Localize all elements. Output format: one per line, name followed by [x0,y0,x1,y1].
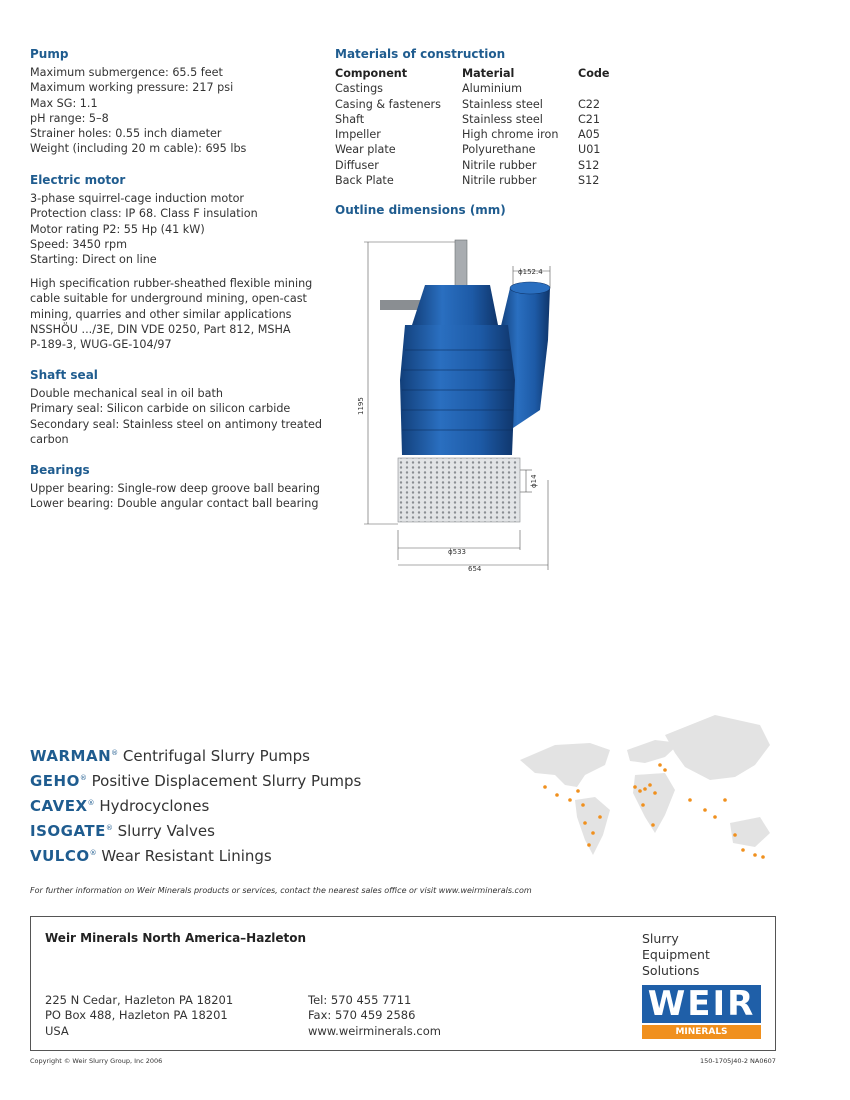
table-cell: U01 [578,143,601,157]
brand-description: Wear Resistant Linings [101,847,272,865]
table-cell: C21 [578,112,601,126]
seal-spec-line: Secondary seal: Stainless steel on antimony treated [30,417,322,431]
pump-heading: Pump [30,47,69,61]
bearings-heading: Bearings [30,463,90,477]
cable-gland [380,300,420,310]
brand-description: Centrifugal Slurry Pumps [122,747,310,765]
table-cell: Shaft [335,112,365,126]
motor-spec-line: 3-phase squirrel-cage induction motor [30,192,245,205]
table-cell: C22 [578,97,601,111]
bearings-specs [30,481,320,512]
table-row [335,127,618,142]
motor-specs [30,191,258,267]
copyright: Copyright © Weir Slurry Group, Inc 2006 [30,1057,163,1065]
fax-line: Fax: 570 459 2586 [308,1008,416,1023]
pump-spec-line: Weight (including 20 m cable): 695 lbs [30,142,247,156]
table-cell: Impeller [335,128,381,142]
table-header-row [335,66,618,81]
pump-spec-line: Maximum working pressure: 217 psi [30,81,234,95]
pump-spec-line: Max SG: 1.1 [30,96,98,110]
cable-line: cable suitable for underground mining, open-cast [30,292,307,306]
registered-mark: ® [105,824,113,832]
brand-description: Hydrocyclones [99,797,210,815]
logo-subtitle: MINERALS [642,1025,761,1039]
bearing-spec-line: Lower bearing: Double angular contact ball bearing [30,497,319,511]
address-line: 225 N Cedar, Hazleton PA 18201 [45,993,234,1007]
body-dimension: ϕ533 [448,548,466,556]
brand-isogate [30,822,215,840]
table-row [335,97,618,112]
document-code: 150-1705J40-2 NA0607 [700,1057,776,1065]
table-row [335,142,618,157]
materials-heading: Materials of construction [335,47,506,61]
table-row [335,112,618,127]
slogan-line: Slurry [642,931,679,946]
registered-mark: ® [111,749,119,757]
phone-line: Tel: 570 455 7711 [308,993,412,1007]
outline-heading: Outline dimensions (mm) [335,203,506,217]
website-link[interactable]: www.weirminerals.com [308,1023,441,1038]
slogan-line: Equipment [642,947,710,962]
world-map [515,705,780,875]
brand-warman [30,747,310,765]
table-cell: Castings [335,82,384,96]
table-cell: Diffuser [335,158,379,172]
table-row [335,81,618,96]
table-cell: High chrome iron [462,128,559,142]
phone-block [308,993,441,1039]
brand-name: WARMAN [30,747,112,765]
address-block [45,993,233,1039]
slogan-line: Solutions [642,963,700,978]
slogan [642,931,710,979]
motor-spec-line: Speed: 3450 rpm [30,237,128,251]
pump-outline-drawing [350,230,570,575]
registered-mark: ® [89,849,97,857]
registered-mark: ® [87,799,95,807]
column-header: Component [335,67,408,80]
brand-description: Positive Displacement Slurry Pumps [91,772,362,790]
cable-line: High specification rubber-sheathed flexible mining [30,277,313,290]
seal-spec-line: Double mechanical seal in oil bath [30,387,223,400]
motor-spec-line: Starting: Direct on line [30,253,157,267]
table-cell: A05 [578,128,600,142]
brand-geho [30,772,361,790]
strainer-dimension: ϕ14 [530,474,538,488]
logo-wordmark: WEIR [642,985,761,1023]
table-cell: Back Plate [335,174,394,188]
table-cell: S12 [578,174,600,188]
table-cell: Casing & fasteners [335,97,441,111]
table-cell [578,81,618,96]
column-header: Code [578,67,610,80]
pump-spec-line: Maximum submergence: 65.5 feet [30,66,223,79]
bearing-spec-line: Upper bearing: Single-row deep groove ball bearing [30,482,321,495]
table-cell: Nitrile rubber [462,158,537,172]
address-line: USA [45,1023,69,1038]
motor-spec-line: Motor rating P2: 55 Hp (41 kW) [30,222,205,236]
pump-spec-line: Strainer holes: 0.55 inch diameter [30,127,222,141]
materials-table [335,66,618,188]
cable-line: P-189-3, WUG-GE-104/97 [30,338,172,352]
registered-mark: ® [79,774,87,782]
height-dimension: 1195 [357,397,365,415]
pump-specs [30,65,246,157]
brand-vulco [30,847,272,865]
pump-spec-line: pH range: 5–8 [30,111,109,125]
weir-minerals-logo [642,985,761,1039]
table-cell: Aluminium [462,82,523,96]
cable-description [30,276,312,352]
table-cell: Stainless steel [462,97,543,111]
table-cell: Nitrile rubber [462,174,537,188]
contact-box [30,916,776,1051]
table-row [335,158,618,173]
seal-specs [30,386,322,447]
motor-spec-line: Protection class: IP 68. Class F insulation [30,207,258,221]
cable-line: mining, quarries and other similar applications [30,307,292,321]
further-info: For further information on Weir Minerals products or services, contact the nearest sales office or visit www.weirminerals.com [30,886,532,895]
brand-name: ISOGATE [30,822,106,840]
outlet-dimension: ϕ152.4 [518,268,543,276]
seal-heading: Shaft seal [30,368,98,382]
table-cell: S12 [578,158,600,172]
company-name: Weir Minerals North America–Hazleton [45,931,307,945]
overall-dimension: 654 [468,565,482,573]
address-line: PO Box 488, Hazleton PA 18201 [45,1008,228,1023]
strainer [398,458,520,522]
brand-cavex [30,797,209,815]
seal-spec-line: Primary seal: Silicon carbide on silicon carbide [30,402,291,416]
table-cell: Stainless steel [462,112,543,126]
table-cell: Polyurethane [462,143,536,157]
brand-name: CAVEX [30,797,88,815]
table-row [335,173,618,188]
table-cell: Wear plate [335,143,396,157]
motor-heading: Electric motor [30,173,126,187]
column-header: Material [462,67,515,80]
brand-description: Slurry Valves [117,822,215,840]
brand-name: VULCO [30,847,90,865]
brand-name: GEHO [30,772,80,790]
seal-spec-line: carbon [30,432,69,446]
cable-line: NSSHÖU .../3E, DIN VDE 0250, Part 812, MSHA [30,322,291,336]
